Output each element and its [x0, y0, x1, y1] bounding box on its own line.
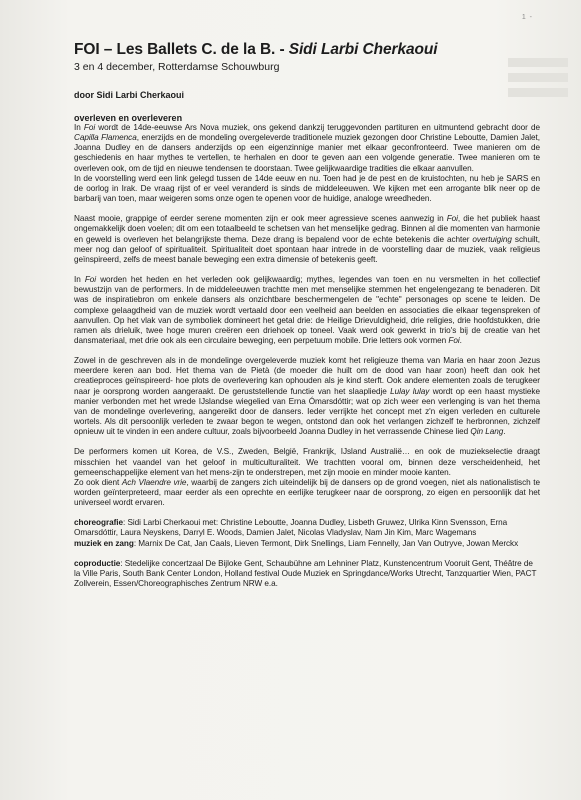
paragraph-text: Zo ook dient — [74, 477, 122, 487]
paragraph-text: wordt de 14de-eeuwse Ars Nova muziek, ons gekend dankzij teruggevonden partituren en uitmuntend gebracht door de — [95, 123, 540, 132]
paragraph — [74, 174, 540, 204]
italic-title: overtuiging — [472, 234, 512, 244]
credit-label: muziek en zang — [74, 538, 134, 548]
coproduction — [74, 559, 540, 589]
paragraph-text: . — [503, 427, 506, 437]
paragraph-text: In de voorstelling werd een link gelegd tussen de 14de eeuw en nu. Toen had je de pest en de kruistochten, nu heb je SARS en de oorlog in Irak. De vraag rijst of er veel veranderd is sinds de middeleeuwen. We kijken met een arrogante blik neer op de barbarij van toen, maar weigeren soms onze ogen te openen voor de huidige, analoge wreedheden. — [74, 173, 540, 204]
paragraph-text: , enerzijds en de mondeling overgeleverde traditionele muziek gezongen door Christine Leboutte, Damien Jalet, Joanna Dudley en de dansers anderzijds op een eigenzinnige manier met elkaar geconfronteerd. Twee manieren om de geschiedenis en haar mythes te vertellen, te herhalen en door te geven aan een volgende generatie. Twee manieren om te overleven ook, om de tijd en nieuwe tendensen te doorstaan. Twee gelijkwaardige tradities die elkaar aanvullen. — [74, 133, 540, 173]
paragraph — [74, 275, 540, 346]
credit-music — [74, 539, 540, 549]
article — [74, 40, 540, 589]
credit-choreography — [74, 518, 540, 538]
body-text — [74, 123, 540, 508]
paragraph-text: worden het heden en het verleden ook gelijkwaardig; mythes, legendes van toen en nu versmelten in het collectief bewustzijn van de performers. In de middeleeuwen trachtte men met menselijke stemmen het engelengezang te benaderen. Dit was de inspiratiebron om enkele dansers als onzichtbare beschermengelen de "echte" personages op scene te leiden. De complexe gelaagdheid van de muziek wordt vertaald door een veelheid aan beelden en associaties die elkaar tegenspreken of aanvullen. Op het vlak van de symboliek domineert het getal drie: de Heilige Drievuldigheid, drie religies, drie hoofdstukken, drie ramen als drieluik, twee hoge muren creëren een driehoek op toneel. Vaak werd ook gewerkt in trio's bij de creatie van het dansmateriaal, met drie ook als een circulaire beweging, een perpetuum mobile. Drie letters ook vormen — [74, 275, 540, 345]
coproduction-text: : Stedelijke concertzaal De Bijloke Gent, Schaubühne am Lehniner Platz, Kunstencentrum Vooruit Gent, Théâtre de la Ville Paris, South Bank Center London, Holland festival Oude Muziek en Springdance/Works Utrecht, Tanzquartier Wien, PACT Zollverein, Essen/Choreographisches Zentrum NRW e.a. — [74, 558, 537, 589]
italic-title: Lulay lulay — [390, 386, 430, 396]
credit-label: choreografie — [74, 518, 123, 528]
italic-title: Foi — [446, 214, 458, 224]
event-date-venue: 3 en 4 december, Rotterdamse Schouwburg — [74, 61, 280, 73]
byline: door Sidi Larbi Cherkaoui — [74, 90, 185, 100]
paragraph — [74, 123, 540, 174]
italic-title: Qin Lang — [470, 427, 504, 437]
paragraph-text: In — [74, 123, 84, 132]
coproduction-label: coproductie — [74, 558, 121, 568]
italic-title: Foi — [83, 123, 96, 132]
paragraph-text: De performers komen uit Korea, de V.S., Zweden, België, Frankrijk, IJsland Australië… en ook de muziekselectie draagt misschien het vaandel van het geloof in multiculturaliteit. We trachtten vooral om, binnen deze verscheidenheid, het gemeenschappelijke element van het mens-zijn te onderstrepen, met zijn mooie en minder mooie kanten. — [74, 447, 540, 477]
credits — [74, 518, 540, 589]
paragraph-text: wordt op een haast mystieke manier verbonden met het wrede IJslandse wiegelied van Erna Ómarsdóttir; wat op zich weer een verlenging is van het thema van de mondelinge overlevering, aangereikt door de dansers. Ieder verrijkte het concept met z'n eigen verleden en culturele wortels. Als dit persoonlijk verleden te zwaar begon te wegen, ontstond dan ook het verlangen zichzelf te herbronnen, zichzelf opnieuw uit te vinden in een andere cultuur, zoals bijvoorbeeld Joanna Dudley in het verrassende Chinese lied — [74, 386, 540, 437]
paragraph-text: In — [74, 275, 85, 285]
paragraph-text: . — [459, 335, 462, 345]
credit-text: : Sidi Larbi Cherkaoui met: Christine Leboutte, Joanna Dudley, Lisbeth Gruwez, Ulrika Kinn Svensson, Erna Omarsdóttir, Laura Neyskens, Darryl E. Woods, Damien Jalet, Nicolas Vladyslav, Nam Jin Kim, Marc Wagemans — [74, 518, 508, 538]
corner-mark: 1 - — [521, 14, 533, 21]
paragraph-text: , waarbij de zangers zich uiteindelijk bij de dansers op de grond voegen, niet als nationalistisch te worden geïnterpreteerd, maar eerder als een oprechte en eerlijke terugkeer naar de oorsprong, zo eigen en persoonlijk dat het universeel wordt ervaren. — [74, 477, 541, 508]
italic-title: Ach Vlaendre vrie — [121, 477, 187, 487]
paragraph — [74, 356, 540, 437]
paragraph-text: Naast mooie, grappige of eerder serene momenten zijn er ook meer agressieve scenes aanwezig in — [74, 214, 447, 224]
paragraph — [74, 478, 540, 508]
italic-title: Capilla Flamenca — [74, 133, 137, 143]
section-heading: overleven en overleveren — [74, 113, 183, 123]
title-artist: Sidi Larbi Cherkaoui — [288, 41, 438, 58]
paragraph — [74, 214, 540, 265]
title-main: FOI – Les Ballets C. de la B. - — [74, 41, 289, 58]
paragraph-text: , die het publiek haast ongemakkelijk doen voelen; dit om een totaalbeeld te schetsen van het menselijke gedrag. Binnen al die momenten van harmonie en geweld is overleven het belangrijkste thema. Deze drang is bepalend voor de echte betekenis die achter — [74, 214, 540, 244]
page-title — [74, 40, 540, 59]
paragraph-text: Zowel in de geschreven als in de mondelinge overgeleverde muziek komt het religieuze thema van Maria en haar zoon Jezus meerdere keren aan bod. Het thema van de Pietà (de moeder die huilt om de dood van haar zoon) heeft dan ook het creatieproces geïnspireerd- hoe plots de overlevering kan ophouden als je kind sterft. Ook andere elementen zoals de terugkeer naar je oorsprong worden aangeraakt. De geruststellende functie van het slaapliedje — [74, 356, 540, 396]
italic-title: Foi — [84, 275, 97, 285]
italic-title: Foi — [448, 335, 460, 345]
paragraph-text: schuilt, meer nog dan geloof of spiritualiteit. Spiritualiteit doet spontaan haar intrede in de voorstelling daar de muziek, vaak religieus geïnspireerd, zelfs de meest banale beweging een extra dimensie of betekenis geeft. — [74, 234, 540, 264]
paragraph — [74, 447, 540, 477]
credit-text: : Marnix De Cat, Jan Caals, Lieven Termont, Dirk Snellings, Liam Fennelly, Jan Van Outryve, Jowan Merckx — [133, 538, 519, 548]
